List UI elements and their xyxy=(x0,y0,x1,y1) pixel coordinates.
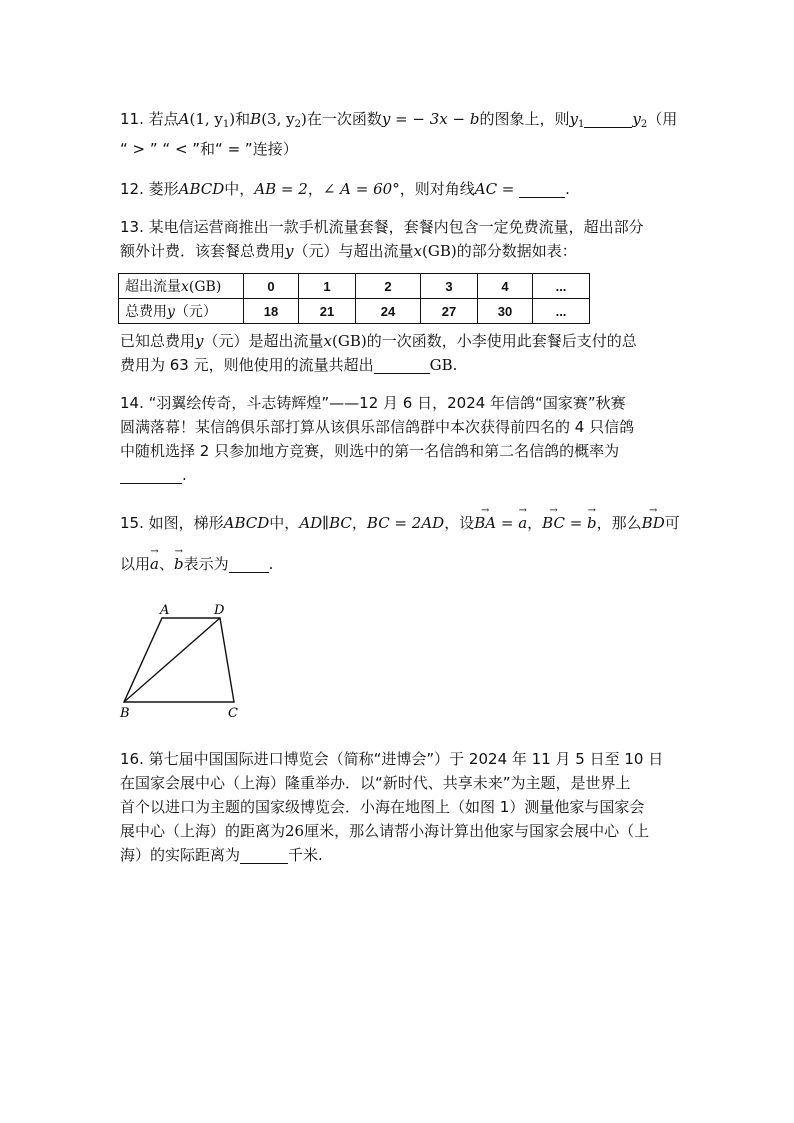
table-cell: 30 xyxy=(478,299,533,324)
question-16-line-3: 首个以进口为主题的国家级博览会．小海在地图上（如图 1）测量他家与国家会 xyxy=(120,798,645,816)
q11-number: 11. xyxy=(120,110,144,128)
table-cell: 1 xyxy=(299,274,356,299)
table-header-flow: 超出流量x(GB) xyxy=(119,274,244,299)
table-row-fee xyxy=(119,299,590,324)
question-13-line-2: 额外计费．该套餐总费用y（元）与超出流量x(GB)的部分数据如表： xyxy=(120,242,577,260)
table-cell: ... xyxy=(533,274,590,299)
question-16-line-4: 展中心（上海）的距离为26厘米，那么请帮小海计算出他家与国家会展中心（上 xyxy=(120,822,650,840)
answer-blank-q16[interactable] xyxy=(240,847,288,864)
vector-ba: → BA xyxy=(474,512,496,534)
question-13-line-3: 已知总费用y（元）是超出流量x(GB)的一次函数，小李使用此套餐后支付的总 xyxy=(120,332,637,350)
vertex-label-d: D xyxy=(214,603,225,618)
table-cell: 27 xyxy=(421,299,478,324)
table-cell: 21 xyxy=(299,299,356,324)
vertex-label-c: C xyxy=(228,706,238,721)
question-14-line-2: 圆满落幕！某信鸽俱乐部打算从该俱乐部信鸽群中本次获得前四名的 4 只信鸽 xyxy=(120,418,635,436)
linear-function: y = − 3x − b xyxy=(381,110,480,128)
answer-blank-q13[interactable] xyxy=(374,357,430,374)
table-cell: 3 xyxy=(421,274,478,299)
table-header-fee: 总费用y（元） xyxy=(119,299,244,324)
vector-a: → a xyxy=(518,512,527,534)
table-row-flow xyxy=(119,274,590,299)
flow-fee-table xyxy=(118,273,590,324)
question-16-line-1: 16. 第七届中国国际进口博览会（简称“进博会”）于 2024 年 11 月 5 日至 10 日 xyxy=(120,750,664,768)
question-15-line-2: 以用→ a、→ b表示为 . xyxy=(120,553,680,575)
question-11-line-1: 11. 若点A(1, $y_1$)和B(3, $y_2$)在一次函数y = − 3x − b的图象上，则$y_1$ $y_2$（用 xyxy=(120,110,678,130)
answer-blank-q15[interactable] xyxy=(229,556,269,573)
question-16-line-2: 在国家会展中心（上海）隆重举办．以“新时代、共享未来”为主题，是世界上 xyxy=(120,774,631,792)
trapezoid-abcd xyxy=(124,618,234,702)
question-14-line-1: 14. “羽翼绘传奇，斗志铸辉煌”——12 月 6 日，2024 年信鸽“国家赛”秋赛 xyxy=(120,394,626,412)
question-11-line-2: “ > ” “ < ”和“ = ”连接） xyxy=(120,140,298,158)
answer-blank-q12[interactable] xyxy=(519,181,565,198)
question-14-line-3: 中随机选择 2 只参加地方竞赛，则选中的第一名信鸽和第二名信鸽的概率为 xyxy=(120,442,620,460)
vector-bd: → BD xyxy=(642,512,665,534)
vertex-label-a: A xyxy=(160,603,170,618)
trapezoid-figure xyxy=(110,598,250,728)
question-16-line-5: 海）的实际距离为 千米. xyxy=(120,846,323,864)
table-cell: 18 xyxy=(244,299,299,324)
q15-number: 15. xyxy=(120,514,144,532)
vector-bc: → BC xyxy=(542,512,565,534)
table-cell: 24 xyxy=(356,299,421,324)
table-cell: 4 xyxy=(478,274,533,299)
table-cell: ... xyxy=(533,299,590,324)
vector-b: → b xyxy=(587,512,597,534)
answer-blank-q14[interactable] xyxy=(120,467,182,484)
q12-number: 12. xyxy=(120,180,144,198)
answer-blank-q11[interactable] xyxy=(584,111,632,128)
diagonal-bd xyxy=(124,618,220,702)
question-12: 12. 菱形ABCD中，AB = 2，∠ A = 60°，则对角线AC = . xyxy=(120,180,570,198)
question-13-line-4: 费用为 63 元，则他使用的流量共超出 GB. xyxy=(120,356,458,374)
table-cell: 0 xyxy=(244,274,299,299)
question-15-line-1: 15. 如图，梯形ABCD中，AD∥BC，BC = 2AD，设→ BA = → a，→ BC = → b，那么→ BD可 xyxy=(120,512,680,534)
table-cell: 2 xyxy=(356,274,421,299)
question-14-line-4: . xyxy=(120,464,680,486)
question-13-line-1: 13. 某电信运营商推出一款手机流量套餐，套餐内包含一定免费流量，超出部分 xyxy=(120,218,644,236)
vertex-label-b: B xyxy=(120,706,130,721)
